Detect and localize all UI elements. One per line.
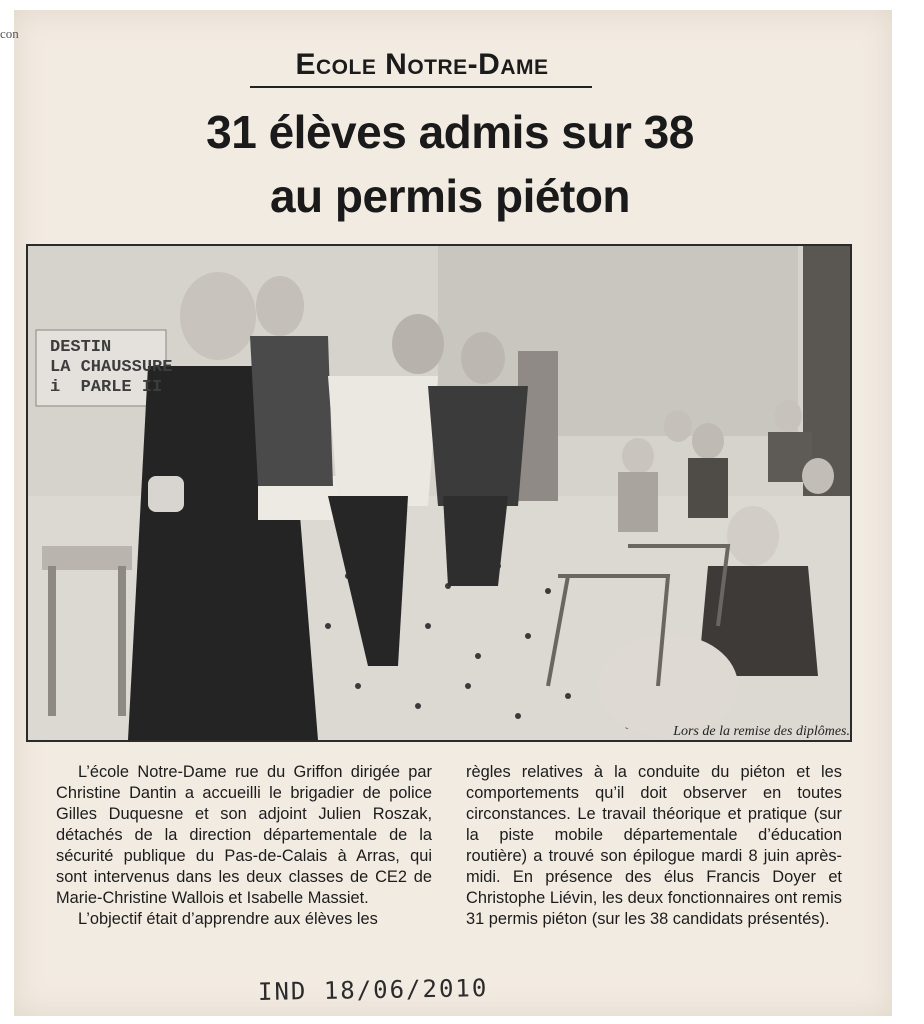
article-paragraph: L’école Notre-Dame rue du Griffon dirigée par Christine Dantin a accueilli le brigadier de police Gilles Duquesne et son adjoint Julien Roszak, détachés de la direction départementale de la sécurité publique du Pas-de-Calais à Arras, qui sont intervenus dans les deux classes de CE2 de Marie-Christine Wallois et Isabelle Massiet. — [56, 763, 432, 907]
headline-line-2: au permis piéton — [269, 170, 631, 222]
section-rubric: Ecole Notre-Dame — [295, 48, 549, 81]
rubric-underline — [250, 86, 592, 88]
photo-illustration — [28, 246, 850, 740]
photo-caption: Lors de la remise des diplômes. — [673, 724, 850, 739]
article-photo — [26, 244, 852, 742]
handwritten-date-note: IND 18/06/2010 — [257, 973, 489, 1007]
article-paragraph: L’objectif était d’apprendre aux élèves les — [78, 910, 378, 928]
classroom-sign-text: DESTIN LA CHAUSSURE i PARLE II — [50, 338, 173, 397]
headline-line-1: 31 élèves admis sur 38 — [206, 106, 694, 158]
article-column-1 — [56, 762, 432, 930]
headline — [100, 100, 800, 228]
article-paragraph: règles relatives à la conduite du piéton et les comportements qu’il doit observer en toutes circonstances. Le travail théorique et pratique (sur la piste mobile départementale d’éducation routière) a trouvé son épilogue mardi 8 juin après-midi. En présence des élus Francis Doyer et Christophe Liévin, les deux fonctionnaires ont remis 31 permis piéton (sur les 38 candidats présentés). — [466, 763, 842, 928]
corner-text: con — [0, 26, 19, 41]
article-column-2 — [466, 762, 842, 930]
